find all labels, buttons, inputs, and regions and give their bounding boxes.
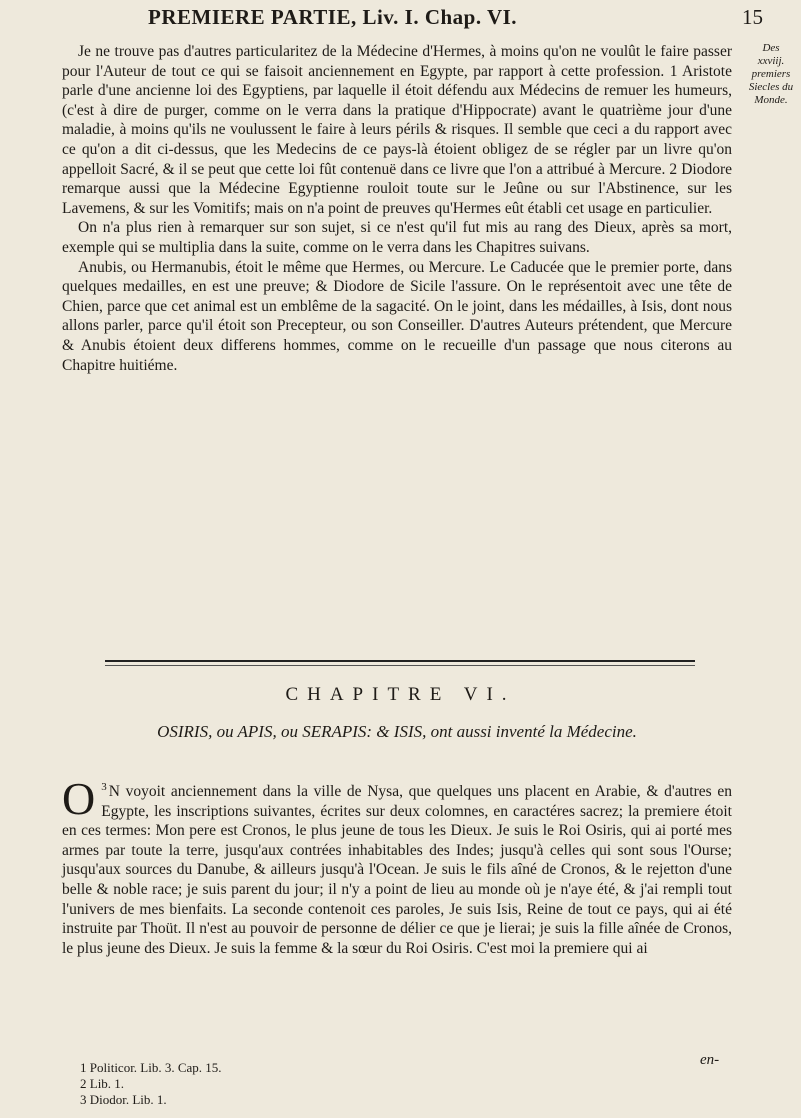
paragraph-hermes-medicine: Je ne trouve pas d'autres particularitez de la Médecine d'Hermes, à moins qu'on ne voulût le faire passer pour l'Auteur de tout ce qui se faisoit anciennement en Egypte, par rapport à cette profession. 1 Aristote parle d'une ancienne loi des Egyptiens, par laquelle il étoit défendu aux Médecins de remuer les humeurs, (c'est à dire de purger, comme on le verra dans la pratique d'Hippocrate) avant le quatrième jour d'une maladie, à moins qu'ils ne voulussent le faire à leurs périls & risques. Il semble que ceci a du rapport avec ce qu'on a dit ci-dessus, que les Medecins de ce pays-là étoient obligez de se régler par un livre qu'on appelloit Sacré, & il se peut que cette loi fût contenuë dans ce livre que l'on a attribué à Mercure. 2 Diodore remarque aussi que la Médecine Egyptienne rouloit toute sur le Jeûne ou sur l'Abstinence, sur les Lavemens, & sur les Vomitifs; mais on n'a point de preuves qu'Hermes eût établi cet usage en particulier.: [62, 43, 732, 217]
catchword: en-: [700, 1052, 720, 1068]
footnote-1: 1 Politicor. Lib. 3. Cap. 15.: [80, 1060, 222, 1075]
footnote-marker: 3: [101, 781, 107, 793]
footnote-3: 3 Diodor. Lib. 1.: [80, 1092, 167, 1107]
chapter-subtitle: OSIRIS, ou APIS, ou SERAPIS: & ISIS, ont aussi inventé la Médecine.: [157, 722, 637, 741]
main-text: [62, 42, 732, 375]
drop-cap: O: [62, 773, 96, 824]
paragraph-deification: On n'a plus rien à remarquer sur son sujet, si ce n'est qu'il fut mis au rang des Dieux, après sa mort, exemple qui se multiplia dans la suite, comme on le verra dans les Chapitres suivans.: [62, 219, 732, 256]
chapter-paragraph: N voyoit anciennement dans la ville de Nysa, que quelques uns placent en Arabie, & d'autres en Egypte, les inscriptions suivantes, écrites sur deux colomnes, en caractéres sacrez; la premiere étoit en ces termes: Mon pere est Cronos, le plus jeune de tous les Dieux. Je suis le Roi Osiris, qui ai porté mes armes par toute la terre, jusqu'aux contrées inhabitables des Indes; jusqu'à celles qui sont sous l'Ourse; jusqu'aux sources du Danube, & ailleurs jusqu'à l'Ocean. Je suis le fils aîné de Cronos, & le rejetton d'une belle & noble race; je suis parent du jour; il n'y a point de lieu au monde où je n'aye été, & j'ai rempli tout l'univers de mes bienfaits. La seconde contenoit ces paroles, Je suis Isis, Reine de tout ce pays, qui ai été instruite par Thoüt. Il n'est au pouvoir de personne de délier ce que je lierai; je suis la fille aînée de Cronos, le plus jeune des Dieux. Je suis la femme & la sœur du Roi Osiris. C'est moi la premiere qui ai: [62, 783, 732, 957]
footnote-2: 2 Lib. 1.: [80, 1076, 125, 1091]
chapter-divider-rule: [105, 660, 695, 666]
running-header: [148, 5, 768, 33]
paragraph-anubis: Anubis, ou Hermanubis, étoit le même que Hermes, ou Mercure. Le Caducée que le premier porte, dans quelques medailles, en est une preuve; & Diodore de Sicile l'assure. On le représentoit avec une tête de Chien, parce que cet animal est un emblême de la sagacité. On le joint, dans les médailles, à Isis, dont nous allons parler, parce qu'il étoit son Precepteur, ou son Conseiller. D'autres Auteurs prétendent, que Mercure & Anubis étoient deux differens hommes, comme on le recueille d'un passage que nous citerons au Chapitre huitiéme.: [62, 258, 732, 374]
chapter-heading: CHAPITRE VI.: [285, 684, 516, 705]
page-number: 15: [742, 5, 763, 29]
footnotes: [80, 1060, 380, 1108]
margin-note: Des xxviij. premiers Siecles du Monde.: [748, 42, 794, 106]
chapter-text: [62, 773, 732, 958]
running-title: PREMIERE PARTIE, Liv. I. Chap. VI.: [148, 5, 518, 29]
